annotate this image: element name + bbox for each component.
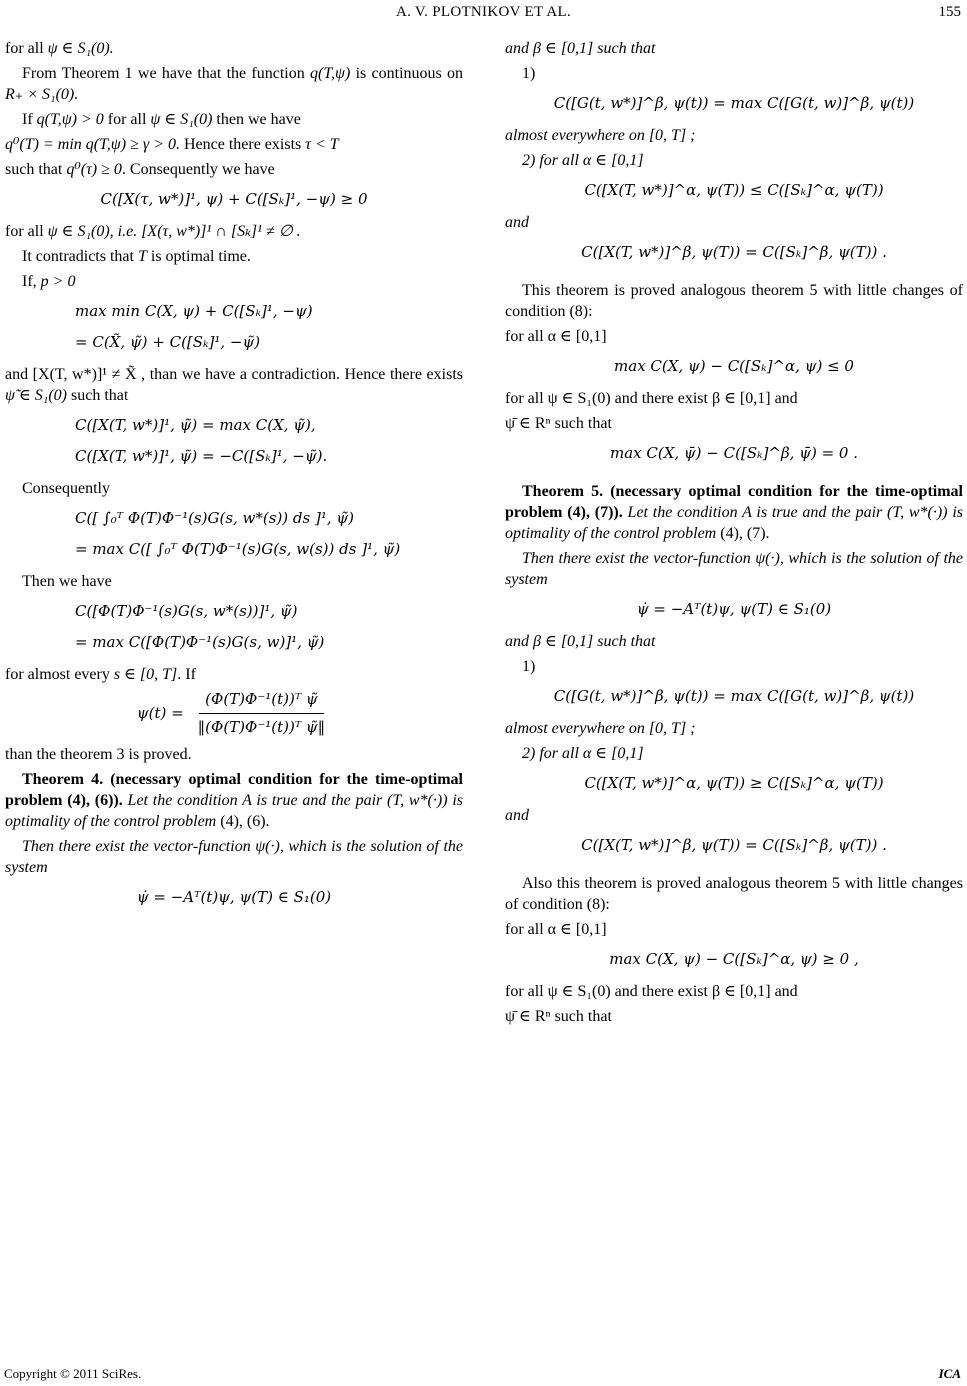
- fraction-numerator: (Φ(T)Φ⁻¹(t))ᵀ ψ̃: [199, 689, 324, 714]
- paragraph: [5, 221, 463, 242]
- equation: [5, 184, 463, 215]
- math-inline: q⁰(τ) ≥ 0: [66, 161, 122, 178]
- text: almost everywhere on [0, T] ;: [505, 127, 696, 144]
- paragraph: [5, 571, 463, 592]
- text: for all α ∈ [0,1]: [505, 921, 607, 938]
- paragraph: [505, 481, 963, 544]
- text: This theorem is proved analogous theorem 5 with little changes of condition (8):: [505, 282, 963, 320]
- paragraph: [505, 631, 963, 652]
- fraction-denominator: ‖(Φ(T)Φ⁻¹(t))ᵀ ψ̃‖: [197, 718, 326, 736]
- copyright-notice: Copyright © 2011 SciRes.: [4, 1366, 142, 1381]
- text: is optimal time.: [150, 248, 251, 265]
- equation: [505, 944, 963, 975]
- equation-line: C([ ∫₀ᵀ Φ(T)Φ⁻¹(s)G(s, w*(s)) ds ]¹, ψ̃): [75, 509, 354, 527]
- equation-line: C([X(T, w*)]^β, ψ(T)) = C([Sₖ]^β, ψ(T)) .: [581, 243, 887, 261]
- equation-line: C([X(T, w*)]¹, ψ̃) = −C([Sₖ]¹, −ψ̃).: [75, 447, 328, 465]
- text: Consequently: [22, 480, 110, 497]
- paragraph: [505, 981, 963, 1002]
- math-inline: q⁰(T) = min q(T,ψ) ≥ γ > 0.: [5, 136, 180, 153]
- equation: [505, 830, 963, 861]
- paragraph: [505, 388, 963, 409]
- journal-abbreviation: ICA: [938, 1366, 961, 1381]
- page-footer: [0, 1366, 967, 1386]
- text: Then we have: [22, 573, 112, 590]
- text: then we have: [216, 111, 301, 128]
- text: for all: [5, 40, 44, 57]
- text: 1): [522, 65, 536, 82]
- text: for almost every: [5, 666, 110, 683]
- text: . If: [177, 666, 196, 683]
- text: It contradicts that: [22, 248, 134, 265]
- paragraph: [505, 805, 963, 826]
- text: Also this theorem is proved analogous theorem 5 with little changes of condition (8):: [505, 875, 963, 913]
- text: From Theorem 1 we have that the function: [22, 65, 305, 82]
- text: for all ψ ∈ S₁(0) and there exist β ∈ [0,1] and: [505, 983, 798, 1000]
- paragraph: [5, 744, 463, 765]
- paragraph: [505, 150, 963, 171]
- paragraph: [5, 836, 463, 878]
- paragraph: [5, 134, 463, 155]
- right-column: [505, 38, 963, 1031]
- paragraph: [505, 1006, 963, 1027]
- text: almost everywhere on [0, T] ;: [505, 720, 696, 737]
- equation-line: C([X(T, w*)]¹, ψ̃) = max C(X, ψ̃),: [75, 416, 316, 434]
- text: and: [505, 214, 529, 231]
- equation: [5, 596, 463, 658]
- paragraph: [5, 364, 463, 406]
- text: for all ψ ∈ S₁(0) and there exist β ∈ [0,1] and: [505, 390, 798, 407]
- theorem-heading: Theorem 5. (necessary optimal condition for the time-optimal problem (4), (7)).: [505, 483, 963, 521]
- equation: [5, 689, 463, 738]
- equation-line: ψ̇ = −Aᵀ(t)ψ, ψ(T) ∈ S₁(0): [636, 600, 832, 618]
- equation: [5, 503, 463, 565]
- equation: [5, 296, 463, 358]
- text: (4), (7).: [720, 525, 770, 542]
- paragraph: [505, 212, 963, 233]
- paragraph: [505, 63, 963, 84]
- paragraph: [505, 280, 963, 322]
- math-inline: T: [137, 248, 147, 265]
- theorem-heading: Theorem 4. (necessary optimal condition for the time-optimal problem (4), (6)).: [5, 771, 463, 809]
- math-inline: q(T,ψ): [310, 65, 351, 82]
- paragraph: [5, 246, 463, 267]
- equation: [505, 768, 963, 799]
- equation-line: max min C(X, ψ) + C([Sₖ]¹, −ψ): [75, 302, 313, 320]
- equation: [505, 88, 963, 119]
- paragraph: [505, 873, 963, 915]
- equation-line: = C(X̃, ψ̃) + C([Sₖ]¹, −ψ̃): [75, 333, 261, 351]
- text: than the theorem 3 is proved.: [5, 746, 192, 763]
- text: ψ̄ ∈ Rⁿ such that: [505, 415, 612, 432]
- paragraph: [5, 63, 463, 105]
- paragraph: [505, 38, 963, 59]
- equation: [505, 175, 963, 206]
- math-inline: ψ ∈ S₁(0): [150, 111, 213, 128]
- text: and β ∈ [0,1] such that: [505, 633, 656, 650]
- text: and: [505, 807, 529, 824]
- text: If: [22, 111, 33, 128]
- equation-line: = max C([Φ(T)Φ⁻¹(s)G(s, w)]¹, ψ̃): [75, 633, 325, 651]
- paragraph: [505, 743, 963, 764]
- math-inline: ψ ∈ S₁(0).: [47, 40, 114, 57]
- text: for all: [5, 223, 44, 240]
- paragraph: [505, 548, 963, 590]
- paragraph: [5, 271, 463, 292]
- theorem-body: Then there exist the vector-function ψ(·), which is the solution of the system: [5, 838, 463, 876]
- text: (4), (6).: [220, 813, 270, 830]
- equation: [5, 410, 463, 472]
- theorem-body: Let the condition A is true and the pair (T, w*(·)) is optimality of the control problem: [5, 792, 464, 830]
- text: 1): [522, 658, 536, 675]
- equation-line: C([G(t, w*)]^β, ψ(t)) = max C([G(t, w)]^β, ψ(t)): [553, 687, 915, 705]
- paragraph: [5, 109, 463, 130]
- text: is continuous on: [355, 65, 464, 82]
- equation-line: C([X(T, w*)]^α, ψ(T)) ≤ C([Sₖ]^α, ψ(T)): [584, 181, 884, 199]
- text: such that: [5, 161, 63, 178]
- paragraph: [5, 159, 463, 180]
- text: 2) for all α ∈ [0,1]: [522, 152, 644, 169]
- fraction: [192, 689, 332, 738]
- equation: [505, 594, 963, 625]
- text: . Consequently we have: [121, 161, 275, 178]
- equation-line: max C(X, ψ̄) − C([Sₖ]^β, ψ̄) = 0 .: [609, 444, 858, 462]
- equation-line: C([X(τ, w*)]¹, ψ) + C([Sₖ]¹, −ψ) ≥ 0: [100, 190, 368, 208]
- text: 2) for all α ∈ [0,1]: [522, 745, 644, 762]
- paragraph: [5, 478, 463, 499]
- equation-line: C([X(T, w*)]^β, ψ(T)) = C([Sₖ]^β, ψ(T)) .: [581, 836, 887, 854]
- equation-line: max C(X, ψ) − C([Sₖ]^α, ψ) ≤ 0: [614, 357, 854, 375]
- equation-lhs: ψ(t) =: [136, 704, 184, 722]
- equation: [505, 438, 963, 469]
- paragraph: [505, 125, 963, 146]
- page-header: [0, 0, 967, 30]
- math-inline: p > 0: [40, 273, 76, 290]
- text: for all: [107, 111, 147, 128]
- math-inline: q(T,ψ) > 0: [36, 111, 104, 128]
- paragraph: [5, 769, 463, 832]
- equation-line: C([Φ(T)Φ⁻¹(s)G(s, w*(s))]¹, ψ̃): [75, 602, 298, 620]
- equation-line: max C(X, ψ) − C([Sₖ]^α, ψ) ≥ 0 ,: [609, 950, 859, 968]
- math-inline: s ∈ [0, T]: [113, 666, 178, 683]
- equation-line: ψ̇ = −Aᵀ(t)ψ, ψ(T) ∈ S₁(0): [136, 888, 332, 906]
- text: such that: [71, 387, 129, 404]
- math-inline: ψ̃ ∈ S₁(0): [5, 387, 67, 404]
- text: and [X(T, w*)]¹ ≠ X̃ , than we have a contradiction. Hence there exists: [5, 366, 463, 383]
- page-number: 155: [938, 4, 961, 20]
- equation-line: C([G(t, w*)]^β, ψ(t)) = max C([G(t, w)]^β, ψ(t)): [553, 94, 915, 112]
- text: Hence there exists: [183, 136, 302, 153]
- paragraph: [505, 326, 963, 347]
- paragraph: [505, 413, 963, 434]
- text: If,: [22, 273, 37, 290]
- text: and β ∈ [0,1] such that: [505, 40, 656, 57]
- equation: [5, 882, 463, 913]
- equation-line: = max C([ ∫₀ᵀ Φ(T)Φ⁻¹(s)G(s, w(s)) ds ]¹, ψ̃): [75, 540, 401, 558]
- math-inline: R₊ × S₁(0).: [5, 86, 79, 103]
- theorem-body: Let the condition A is true and the pair (T, w*(·)) is optimality of the control problem: [505, 504, 964, 542]
- left-column: [5, 38, 463, 919]
- paragraph: [505, 718, 963, 739]
- paragraph: [5, 664, 463, 685]
- text: ψ̄ ∈ Rⁿ such that: [505, 1008, 612, 1025]
- equation: [505, 681, 963, 712]
- math-inline: ψ ∈ S₁(0), i.e. [X(τ, w*)]¹ ∩ [Sₖ]¹ ≠ ∅ .: [47, 223, 301, 240]
- running-title: A. V. PLOTNIKOV ET AL.: [395, 4, 572, 20]
- equation-line: C([X(T, w*)]^α, ψ(T)) ≥ C([Sₖ]^α, ψ(T)): [584, 774, 884, 792]
- paragraph: [505, 919, 963, 940]
- equation: [505, 237, 963, 268]
- text: for all α ∈ [0,1]: [505, 328, 607, 345]
- math-inline: τ < T: [305, 136, 339, 153]
- paragraph: [5, 38, 463, 59]
- paragraph: [505, 656, 963, 677]
- theorem-body: Then there exist the vector-function ψ(·), which is the solution of the system: [505, 550, 963, 588]
- equation: [505, 351, 963, 382]
